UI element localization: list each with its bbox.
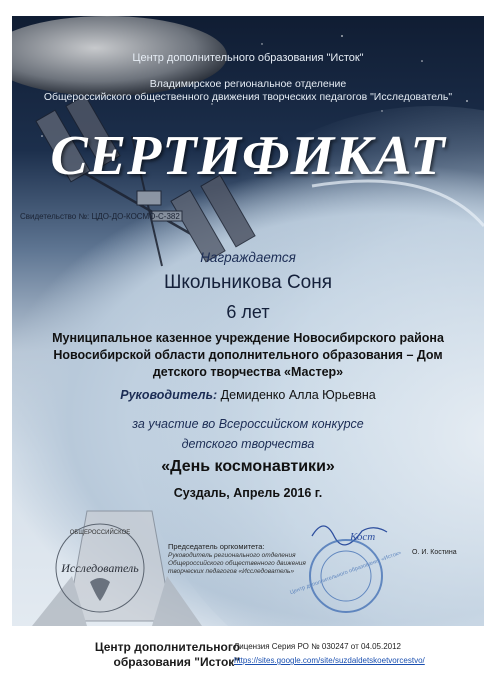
- certificate-background: [12, 16, 484, 626]
- signature: [312, 526, 387, 545]
- chair-description: Руководитель регионального отделения Общероссийского общественного движения творческих педагогов «Исследователь»: [168, 552, 306, 575]
- chair-name: О. И. Костина: [412, 549, 457, 556]
- organization-stamp: [289, 540, 402, 612]
- logo-ring-text: ОБЩЕРОССИЙСКОЕ: [69, 530, 131, 536]
- stamp-text: Центр дополнительного образования «Исток»: [289, 550, 403, 597]
- emblem-layer: [12, 16, 484, 626]
- participation-line-2: детского творчества: [181, 437, 315, 451]
- institution-name: Муниципальное казенное учреждение Новосибирского района Новосибирской области дополнительного образования – Дом детского творчества «Мастер»: [52, 331, 444, 379]
- logo-text: Исследователь: [61, 561, 139, 575]
- certificate-title: СЕРТИФИКАТ: [50, 125, 446, 187]
- contest-name: «День космонавтики»: [161, 458, 335, 475]
- recipient-age: 6 лет: [226, 302, 270, 322]
- researcher-logo: [56, 524, 144, 612]
- chair-label: Председатель оргкомитета:: [168, 542, 265, 551]
- branch-line-1: Владимирское региональное отделение: [149, 78, 347, 90]
- certificate-number: Свидетельство №: ЦДО-ДО-КОСМО-С-382: [20, 212, 180, 221]
- awarded-label: Награждается: [200, 250, 296, 265]
- dove-icon: [90, 578, 110, 601]
- leader-label: Руководитель:: [120, 388, 218, 402]
- participation-line-1: за участие во Всероссийском конкурсе: [132, 417, 364, 431]
- leader-name: Демиденко Алла Юрьевна: [220, 388, 376, 402]
- footer-license: Лицензия Серия РО № 030247 от 04.05.2012: [234, 642, 401, 651]
- recipient-name: Школьникова Соня: [163, 272, 333, 293]
- place-date: Суздаль, Апрель 2016 г.: [173, 486, 323, 500]
- signature-text: Кост: [350, 531, 376, 543]
- footer-organization: Центр дополнительного образования "Исток": [94, 640, 240, 669]
- branch-line-2: Общероссийского общественного движения творческих педагогов "Исследователь": [43, 91, 453, 103]
- footer-website-link[interactable]: https://sites.google.com/site/suzdaldetskoetvorcestvo/: [234, 656, 425, 665]
- organization-top: Центр дополнительного образования "Исток": [132, 52, 364, 64]
